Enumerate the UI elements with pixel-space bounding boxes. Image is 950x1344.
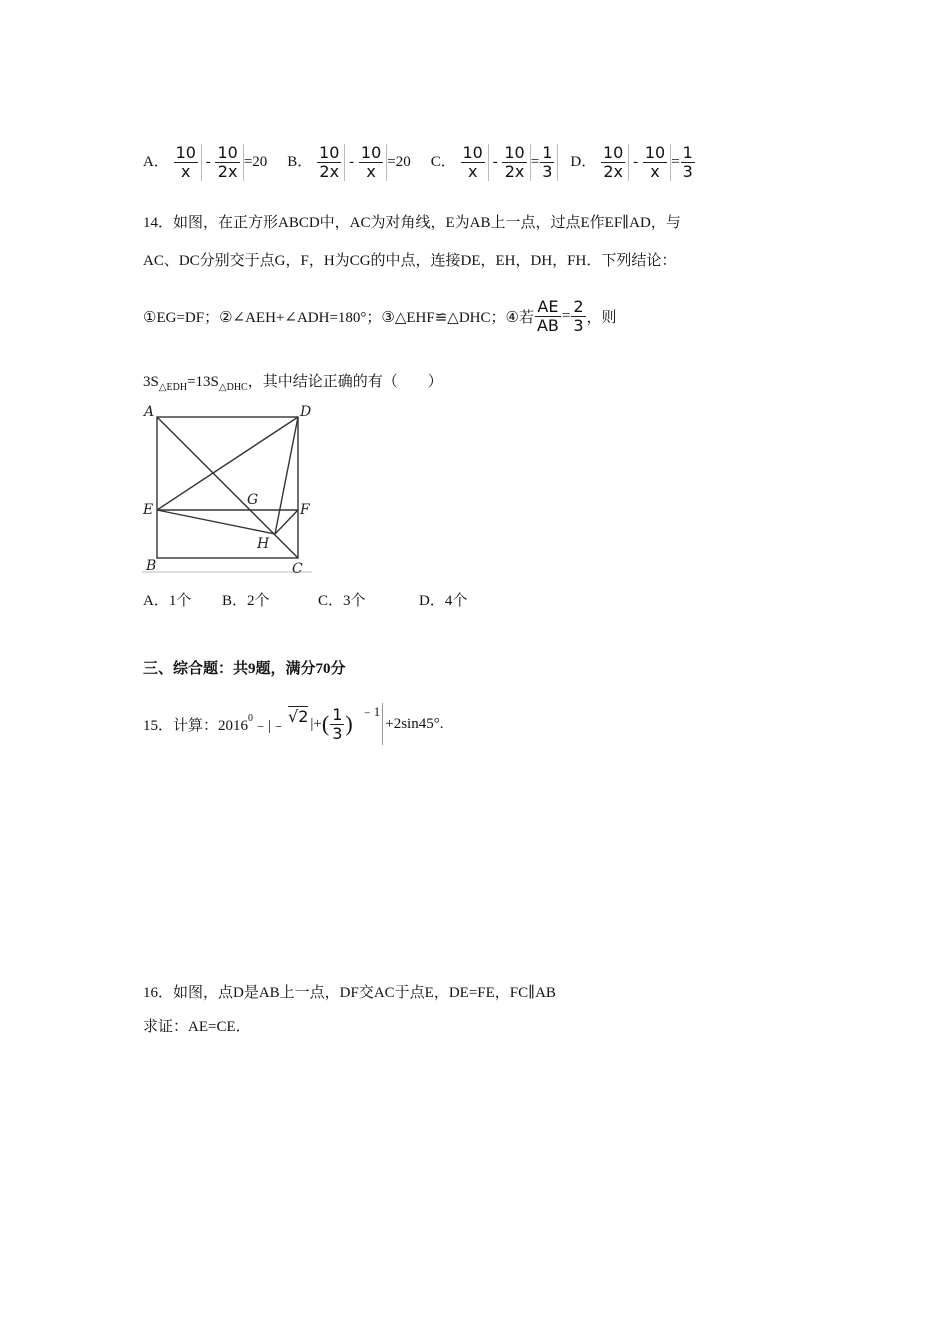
segment-de	[157, 417, 298, 510]
ae-ab-fraction: $\frac{AE}{AB}$	[536, 296, 559, 335]
segment-eh	[157, 510, 275, 534]
q16-line1: 16．如图，点D是AB上一点，DF交AC于点E，DE=FE，FC∥AB	[143, 985, 556, 1001]
sqrt-two: √2	[288, 707, 309, 726]
q13-option-b: B． $\frac{10}{2x}$ - $\frac{10}{x}$ =20	[287, 142, 411, 181]
q14-option-b: B．2个	[222, 593, 270, 609]
segment-dh	[275, 417, 298, 534]
q16-line2: 求证：AE=CE．	[143, 1019, 251, 1035]
label-e: E	[143, 502, 154, 518]
q15: 15．计算：2016 $^0$ ﹣|﹣ √2 |+ ( $\frac{1}{3}$ ) $^{﹣1}$ +2sin45°.	[143, 702, 443, 746]
q14-option-c: C．3个	[318, 593, 366, 609]
q13-options	[143, 140, 696, 184]
q14-line3: ①EG=DF；②∠AEH+∠ADH=180°；③△EHF≌△DHC；④若 $\frac{AE}{AB}$ = $\frac{2}{3}$ ，则	[143, 296, 617, 335]
label-c: C	[292, 561, 303, 577]
label-g: G	[247, 492, 259, 508]
q14-line2: AC、DC分别交于点G，F，H为CG的中点，连接DE，EH，DH，FH．下列结论：	[143, 253, 677, 269]
q13-option-c: C． $\frac{10}{x}$ - $\frac{10}{2x}$ = $\frac{1}{3}$	[431, 144, 559, 181]
two-thirds-fraction: $\frac{2}{3}$	[573, 296, 584, 335]
label-f: F	[300, 502, 310, 518]
q14-options	[143, 589, 467, 610]
q13-option-d: D． $\frac{10}{2x}$ - $\frac{10}{x}$ = $\frac{1}{3}$	[570, 142, 693, 181]
label-d: D	[300, 404, 312, 420]
label-h: H	[257, 536, 270, 552]
q14-line1: 14．如图，在正方形ABCD中，AC为对角线，E为AB上一点，过点E作EF∥AD，与	[143, 215, 681, 231]
q14-line4: $3S_{\triangle EDH}=13S_{\triangle DHC}$，其中结论正确的有（ ）	[143, 374, 443, 393]
q14-option-d: D．4个	[419, 593, 468, 609]
q14-option-a: A．1个	[143, 593, 192, 609]
section3-heading: 三、综合题：共9题，满分70分	[143, 661, 346, 677]
label-a: A	[144, 404, 155, 420]
q14-figure	[140, 400, 320, 578]
diagonal-ac	[157, 417, 298, 558]
label-b: B	[146, 558, 157, 574]
q13-option-a: A． $\frac{10}{x}$ - $\frac{10}{2x}$ =20	[143, 142, 268, 181]
one-third-fraction: $\frac{1}{3}$	[332, 704, 343, 743]
